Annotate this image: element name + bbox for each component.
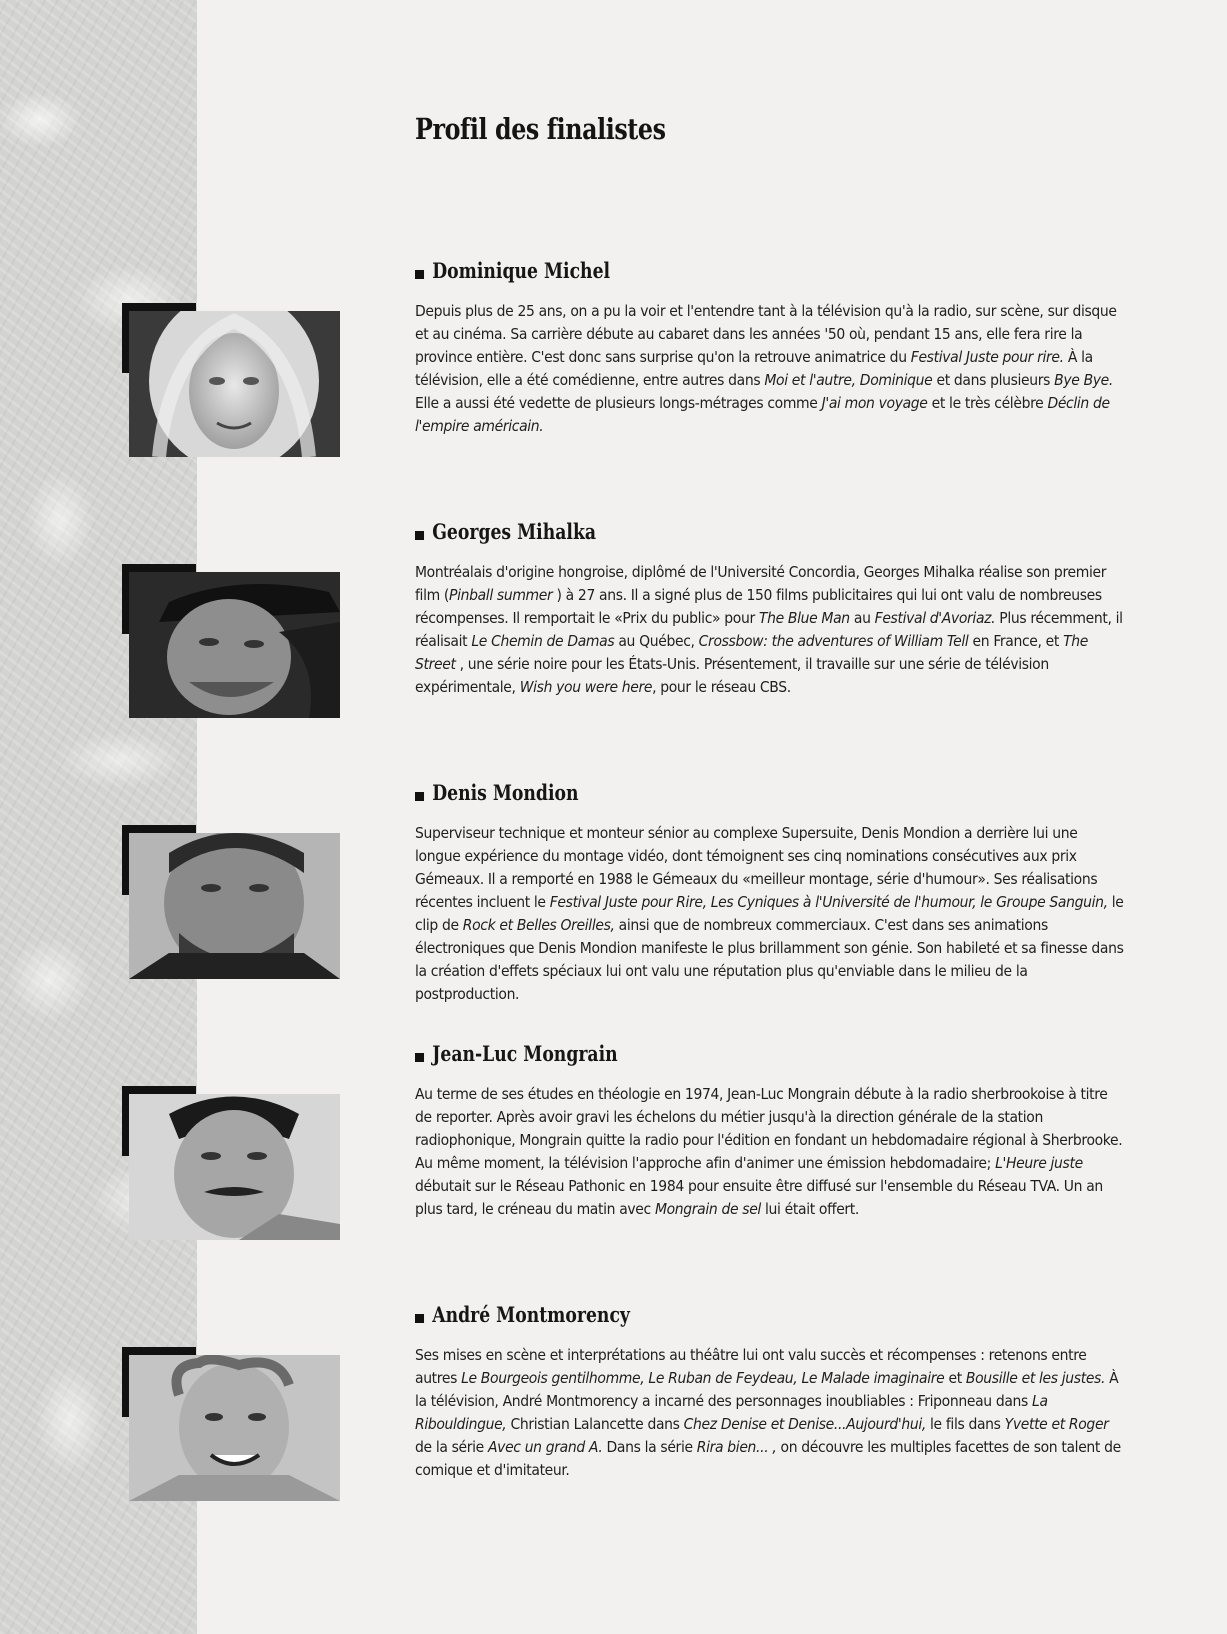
profile-name: Georges Mihalka	[415, 519, 596, 544]
bio-italic-text: Bye Bye.	[1054, 371, 1113, 389]
frame-corner	[122, 1347, 196, 1355]
bio-italic-text: Yvette et Roger	[1004, 1415, 1109, 1433]
bio-text: ) à 27 ans. Il a signé plus de 150 films publicitaires qui lui ont valu de nombreuses récompenses. Il remportait le «Prix du public» pour	[415, 586, 1102, 627]
frame-corner	[122, 564, 196, 572]
portrait-frame	[122, 303, 340, 457]
bio-italic-text: La Ribouldingue,	[415, 1392, 1048, 1433]
bio-italic-text: Le Chemin de Damas	[471, 632, 615, 650]
bio-text: À la télévision, André Montmorency a incarné des personnages inoubliables : Friponneau dans	[415, 1369, 1119, 1410]
bio-italic-text: Bousille et les justes.	[965, 1369, 1106, 1387]
bullet-marker	[415, 1053, 424, 1062]
profile-bio	[415, 1344, 1125, 1482]
profile-bio	[415, 561, 1125, 699]
bio-italic-text: Déclin de l'empire américain.	[415, 394, 1110, 435]
bio-italic-text: Chez Denise et Denise...Aujourd'hui,	[683, 1415, 926, 1433]
frame-corner	[122, 1086, 196, 1094]
portrait-frame	[122, 1347, 340, 1501]
frame-corner	[122, 825, 196, 833]
profile-bio	[415, 1083, 1125, 1221]
bio-italic-text: The Street	[415, 632, 1088, 673]
bio-italic-text: Festival d'Avoriaz.	[874, 609, 996, 627]
bio-text: , pour le réseau CBS.	[652, 678, 791, 696]
bio-italic-text: Festival Juste pour rire.	[910, 348, 1064, 366]
bio-italic-text: Rira bien... ,	[696, 1438, 777, 1456]
bio-text: de la série	[415, 1438, 488, 1456]
bio-italic-text: Festival Juste pour Rire, Les Cyniques à l'Université de l'humour, le Groupe Sanguin,	[549, 893, 1108, 911]
portrait-frame	[122, 825, 340, 979]
portrait-photo-denis-mondion	[129, 833, 340, 979]
bullet-marker	[415, 531, 424, 540]
bio-text: lui était offert.	[760, 1200, 859, 1218]
bio-italic-text: Mongrain de sel	[654, 1200, 761, 1218]
bio-text: Depuis plus de 25 ans, on a pu la voir et l'entendre tant à la télévision qu'à la radio, sur scène, sur disque et au cinéma. Sa carrière débute au cabaret dans les années '50 où, pendant 15 ans, elle fera rire la province entière. C'est donc sans surprise qu'on la retrouve animatrice du	[415, 302, 1117, 366]
profile-name: Dominique Michel	[415, 258, 610, 283]
bio-italic-text: Crossbow: the adventures of William Tell	[698, 632, 969, 650]
bullet-marker	[415, 1314, 424, 1323]
bio-text: À la télévision, elle a été comédienne, entre autres dans	[415, 348, 1093, 389]
portrait-photo-jean-luc-mongrain	[129, 1094, 340, 1240]
profile-name: André Montmorency	[415, 1302, 630, 1327]
bio-text: en France, et	[968, 632, 1064, 650]
portrait-photo-andre-montmorency	[129, 1355, 340, 1501]
bio-text: et dans plusieurs	[932, 371, 1055, 389]
bio-italic-text: Le Bourgeois gentilhomme, Le Ruban de Feydeau, Le Malade imaginaire	[461, 1369, 945, 1387]
bio-text: on découvre les multiples facettes de son talent de comique et d'imitateur.	[415, 1438, 1121, 1479]
profile-bio	[415, 300, 1125, 438]
portrait-frame	[122, 564, 340, 718]
bio-text: ainsi que de nombreux commerciaux. C'est dans ses animations électroniques que Denis Mondion manifeste le plus brillamment son génie. Son habileté et sa finesse dans la création d'effets spéciaux lui ont valu une réputation plus qu'enviable dans le milieu de la postproduction.	[415, 916, 1124, 1003]
bio-text: le fils dans	[925, 1415, 1005, 1433]
frame-corner	[122, 303, 196, 311]
bio-text: débutait sur le Réseau Pathonic en 1984 pour ensuite être diffusé sur l'ensemble du Réseau TVA. Un an plus tard, le créneau du matin avec	[415, 1177, 1103, 1218]
bio-text: Superviseur technique et monteur sénior au complexe Supersuite, Denis Mondion a derrière lui une longue expérience du montage vidéo, dont témoignent ses cinq nominations consécutives aux prix Gémeaux. Il a remporté en 1988 le Gémeaux du «meilleur montage, série d'humour». Ses réalisations récentes incluent le	[415, 824, 1098, 911]
bio-italic-text: Wish you were here	[519, 678, 653, 696]
bio-text: et	[944, 1369, 966, 1387]
portrait-photo-dominique-michel	[129, 311, 340, 457]
bio-italic-text: Rock et Belles Oreilles,	[462, 916, 615, 934]
bio-text: Au terme de ses études en théologie en 1974, Jean-Luc Mongrain débute à la radio sherbrookoise à titre de reporter. Après avoir gravi les échelons du métier jusqu'à la direction générale de la station radiophonique, Mongrain quitte la radio pour l'édition en fondant un hebdomadaire régional à Sherbrooke. Au même moment, la télévision l'approche afin d'animer une émission hebdomadaire;	[415, 1085, 1123, 1172]
page-title: Profil des finalistes	[415, 112, 666, 146]
bio-text: et le très célèbre	[927, 394, 1048, 412]
bio-text: au Québec,	[614, 632, 699, 650]
bio-text: Dans la série	[602, 1438, 697, 1456]
bio-italic-text: Moi et l'autre, Dominique	[764, 371, 933, 389]
profile-bio	[415, 822, 1125, 1006]
bio-italic-text: Avec un grand A.	[487, 1438, 603, 1456]
bio-italic-text: The Blue Man	[758, 609, 850, 627]
bio-text: Christian Lalancette dans	[506, 1415, 684, 1433]
bio-text: au	[849, 609, 875, 627]
profile-name: Jean-Luc Mongrain	[415, 1041, 618, 1066]
bullet-marker	[415, 270, 424, 279]
bio-text: le clip de	[415, 893, 1124, 934]
bio-text: Ses mises en scène et interprétations au théâtre lui ont valu succès et récompenses : retenons entre autres	[415, 1346, 1087, 1387]
bullet-marker	[415, 792, 424, 801]
bio-text: Plus récemment, il réalisait	[415, 609, 1123, 650]
bio-italic-text: L'Heure juste	[995, 1154, 1083, 1172]
portrait-frame	[122, 1086, 340, 1240]
portrait-photo-georges-mihalka	[129, 572, 340, 718]
bio-text: , une série noire pour les États-Unis. Présentement, il travaille sur une série de télévision expérimentale,	[415, 655, 1049, 696]
bio-italic-text: Pinball summer	[449, 586, 553, 604]
bio-italic-text: J'ai mon voyage	[821, 394, 928, 412]
profile-name: Denis Mondion	[415, 780, 579, 805]
bio-text: Elle a aussi été vedette de plusieurs longs-métrages comme	[415, 394, 822, 412]
bio-text: Montréalais d'origine hongroise, diplômé de l'Université Concordia, Georges Mihalka réalise son premier film (	[415, 563, 1107, 604]
